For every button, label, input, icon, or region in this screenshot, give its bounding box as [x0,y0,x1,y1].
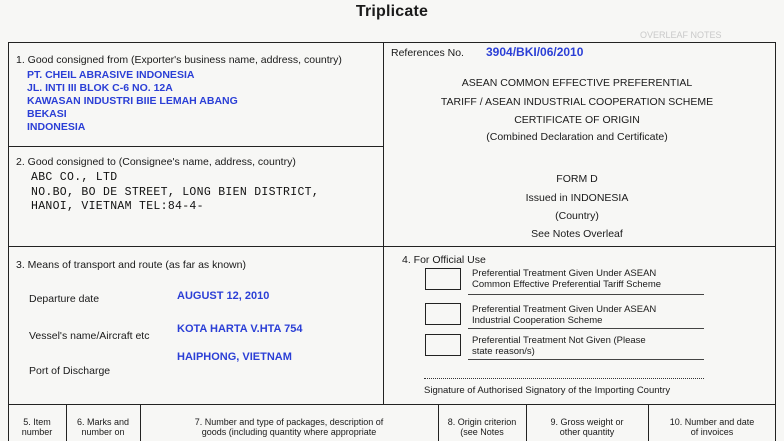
exporter-line: INDONESIA [27,121,86,133]
consignee-address [31,171,319,215]
departure-label: Departure date [29,293,100,305]
box1-label: 1. Good consigned from (Exporter's business name, address, country) [16,54,342,66]
vessel-label: Vessel's name/Aircraft etc [29,330,150,342]
checkbox-aics[interactable] [425,303,461,325]
divider-columns-top [8,404,776,405]
col-marks: 6. Marks and number on [76,417,130,437]
see-notes: See Notes Overleaf [531,228,623,240]
consignee-line: ABC CO., LTD [31,171,118,184]
discharge-value: HAIPHONG, VIETNAM [177,351,292,363]
option-aics: Preferential Treatment Given Under ASEAN Industrial Cooperation Scheme [472,304,657,326]
cert-line-1: ASEAN COMMON EFFECTIVE PREFERENTIAL [461,77,693,89]
ghost-print: OVERLEAF NOTES [640,30,722,40]
page-title: Triplicate [355,3,429,20]
checkbox-acept[interactable] [425,268,461,290]
issued-in: Issued in INDONESIA [525,192,629,204]
form-d: FORM D [556,173,598,185]
exporter-line: KAWASAN INDUSTRI BIIE LEMAH ABANG [27,95,238,107]
col-origin: 8. Origin criterion (see Notes [447,417,517,437]
box3-label: 3. Means of transport and route (as far as known) [16,259,246,271]
discharge-label: Port of Discharge [29,365,111,377]
col-item-number: 5. Item number [21,417,53,437]
option-not-given: Preferential Treatment Not Given (Please state reason/s) [472,335,646,357]
exporter-line: PT. CHEIL ABRASIVE INDONESIA [27,69,195,81]
references-number: 3904/BKI/06/2010 [486,45,584,59]
cert-line-2: TARIFF / ASEAN INDUSTRIAL COOPERATION SCHEME [440,96,714,108]
option-divider [468,294,704,295]
references-label: References No. [391,47,464,59]
checkbox-not-given[interactable] [425,334,461,356]
consignee-line: HANOI, VIETNAM TEL:84-4- [31,200,204,213]
exporter-address [27,69,238,134]
exporter-line: BEKASI [27,108,67,120]
cert-line-4: (Combined Declaration and Certificate) [486,131,668,143]
col-invoices: 10. Number and date of invoices [669,417,755,437]
box2-label: 2. Good consigned to (Consignee's name, address, country) [16,156,296,168]
cert-line-3: CERTIFICATE OF ORIGIN [514,114,640,126]
issued-country-label: (Country) [555,210,599,222]
divider-box1-box2 [8,146,384,147]
signature-label: Signature of Authorised Signatory of the Importing Country [424,385,671,396]
vessel-value: KOTA HARTA V.HTA 754 [177,323,303,335]
option-divider [468,328,704,329]
col-packages: 7. Number and type of packages, description of goods (including quantity where appropriate [194,417,384,437]
signature-line [424,378,704,379]
box4-label: 4. For Official Use [402,254,486,266]
col-weight: 9. Gross weight or other quantity [550,417,624,437]
departure-value: AUGUST 12, 2010 [177,290,270,302]
consignee-line: NO.BO, BO DE STREET, LONG BIEN DISTRICT, [31,185,320,199]
divider-upper-lower [8,246,776,247]
option-divider [468,359,704,360]
option-acept: Preferential Treatment Given Under ASEAN Common Effective Preferential Tariff Scheme [472,268,662,290]
exporter-line: JL. INTI III BLOK C-6 NO. 12A [27,82,173,94]
